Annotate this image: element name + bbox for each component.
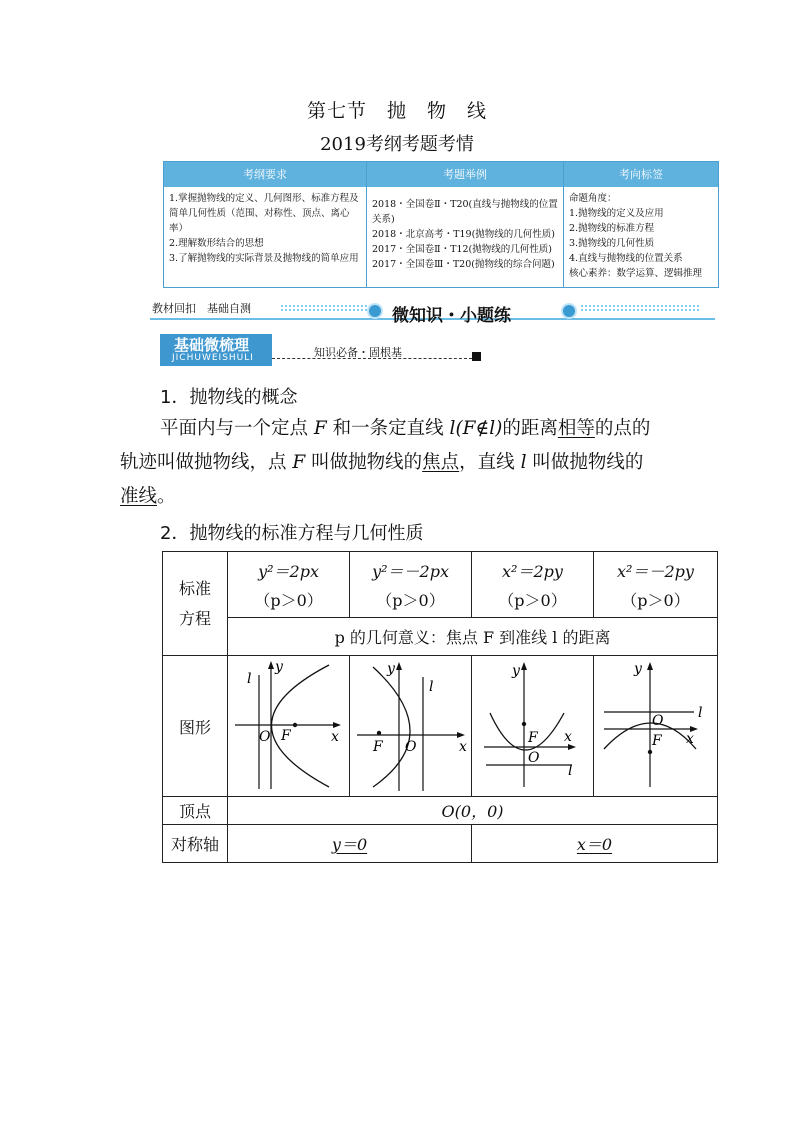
banner-left-label: 教材回扣 基础自测 bbox=[152, 302, 251, 315]
section-label-tag: 知识必备・固根基 bbox=[314, 346, 402, 359]
origin-label: O bbox=[528, 750, 540, 766]
figure-cell bbox=[228, 656, 350, 797]
section-heading: 2．抛物线的标准方程与几何性质 bbox=[160, 523, 424, 544]
equation-cell: x²＝2py （p＞0） bbox=[472, 552, 594, 618]
line-label-l: l bbox=[698, 705, 703, 721]
section-label-pinyin: JICHUWEISHULI bbox=[172, 353, 254, 363]
origin-label: O bbox=[404, 739, 416, 755]
example-item: 2017・全国卷Ⅱ・T12(抛物线的几何性质) bbox=[372, 244, 552, 255]
paragraph-line: 轨迹叫做抛物线，点 F 叫做抛物线的焦点，直线 l 叫做抛物线的 bbox=[120, 452, 644, 473]
focus-label: F bbox=[528, 730, 539, 746]
row-label-axis: 对称轴 bbox=[163, 825, 228, 863]
section-label-title: 基础微梳理 bbox=[174, 336, 250, 354]
equation-cell: x²＝－2py （p＞0） bbox=[593, 552, 717, 618]
origin-label: O bbox=[652, 713, 664, 729]
exam-header-requirements: 考纲要求 bbox=[164, 162, 366, 187]
exam-table bbox=[163, 161, 719, 288]
tag-item: 核心素养：数学运算、逻辑推理 bbox=[569, 268, 703, 279]
tag-item: 2.抛物线的标准方程 bbox=[569, 223, 655, 234]
banner-circle-icon bbox=[367, 303, 383, 319]
requirement-item: 2.理解数形结合的思想 bbox=[169, 238, 264, 249]
focus-label: F bbox=[280, 728, 291, 744]
axis-label-y: y bbox=[634, 661, 643, 677]
section-heading: 1．抛物线的概念 bbox=[160, 387, 298, 408]
figure-cell bbox=[472, 656, 594, 797]
axis-value: x＝0 bbox=[472, 825, 718, 863]
figure-cell bbox=[350, 656, 472, 797]
axis-label-x: x bbox=[458, 739, 467, 755]
square-icon bbox=[472, 352, 481, 361]
exam-header-examples: 考题举例 bbox=[367, 162, 563, 187]
tag-item: 命题角度： bbox=[569, 193, 617, 204]
parabola-right-figure bbox=[229, 657, 349, 795]
paragraph-line: 准线。 bbox=[120, 486, 176, 507]
parabola-properties-table bbox=[162, 551, 718, 863]
geometric-meaning-cell: p 的几何意义：焦点 F 到准线 l 的距离 bbox=[228, 618, 718, 656]
example-item: 2018・北京高考・T19(抛物线的几何性质) bbox=[372, 229, 556, 240]
row-label-standard-equation: 标准 方程 bbox=[163, 552, 228, 656]
axis-label-x: x bbox=[686, 731, 695, 747]
exam-tags bbox=[564, 187, 718, 287]
banner-dots-right bbox=[580, 304, 700, 312]
tag-item: 1.抛物线的定义及应用 bbox=[569, 208, 664, 219]
vertex-value: O(0，0) bbox=[228, 797, 718, 825]
tag-item: 3.抛物线的几何性质 bbox=[569, 238, 655, 249]
equation-cell: y²＝2px （p＞0） bbox=[228, 552, 350, 618]
requirement-item: 3.了解抛物线的实际背景及抛物线的简单应用 bbox=[169, 253, 359, 264]
focus-label: F bbox=[652, 733, 663, 749]
banner-dots-left bbox=[280, 304, 370, 312]
page-title: 第七节 抛 物 线 bbox=[306, 100, 487, 122]
page-subtitle: 2019考纲考题考情 bbox=[320, 134, 474, 155]
parabola-down-figure bbox=[594, 657, 716, 795]
line-label-l: l bbox=[428, 679, 433, 695]
example-item: 2017・全国卷Ⅲ・T20(抛物线的综合问题) bbox=[372, 259, 555, 270]
example-item: 2018・全国卷Ⅱ・T20(直线与抛物线的位置关系) bbox=[372, 199, 558, 225]
axis-value: y＝0 bbox=[228, 825, 472, 863]
banner-title: 微知识・小题练 bbox=[392, 306, 511, 326]
axis-label-y: y bbox=[274, 659, 283, 675]
parabola-left-figure bbox=[351, 657, 471, 795]
tag-item: 4.直线与抛物线的位置关系 bbox=[569, 253, 683, 264]
section-label-rule bbox=[272, 358, 472, 359]
figure-cell bbox=[593, 656, 717, 797]
equation-cell: y²＝－2px （p＞0） bbox=[350, 552, 472, 618]
paragraph-line: 平面内与一个定点 F 和一条定直线 l(F∉l)的距离相等的点的 bbox=[160, 418, 651, 439]
line-label-l: l bbox=[568, 763, 573, 779]
line-label-l: l bbox=[246, 671, 252, 687]
row-label-vertex: 顶点 bbox=[163, 797, 228, 825]
axis-label-y: y bbox=[386, 661, 395, 677]
row-label-figure: 图形 bbox=[163, 656, 228, 797]
exam-examples bbox=[367, 187, 563, 287]
axis-label-x: x bbox=[330, 729, 339, 745]
origin-label: O bbox=[258, 729, 271, 745]
axis-label-y: y bbox=[512, 663, 521, 679]
exam-header-tags: 考向标签 bbox=[564, 162, 718, 187]
exam-requirements bbox=[164, 187, 366, 287]
parabola-up-figure bbox=[472, 657, 592, 795]
focus-label: F bbox=[372, 739, 383, 755]
axis-label-x: x bbox=[564, 729, 573, 745]
requirement-item: 1.掌握抛物线的定义、几何图形、标准方程及简单几何性质（范围、对称性、顶点、离心率） bbox=[169, 193, 359, 234]
banner-circle-icon bbox=[561, 303, 577, 319]
